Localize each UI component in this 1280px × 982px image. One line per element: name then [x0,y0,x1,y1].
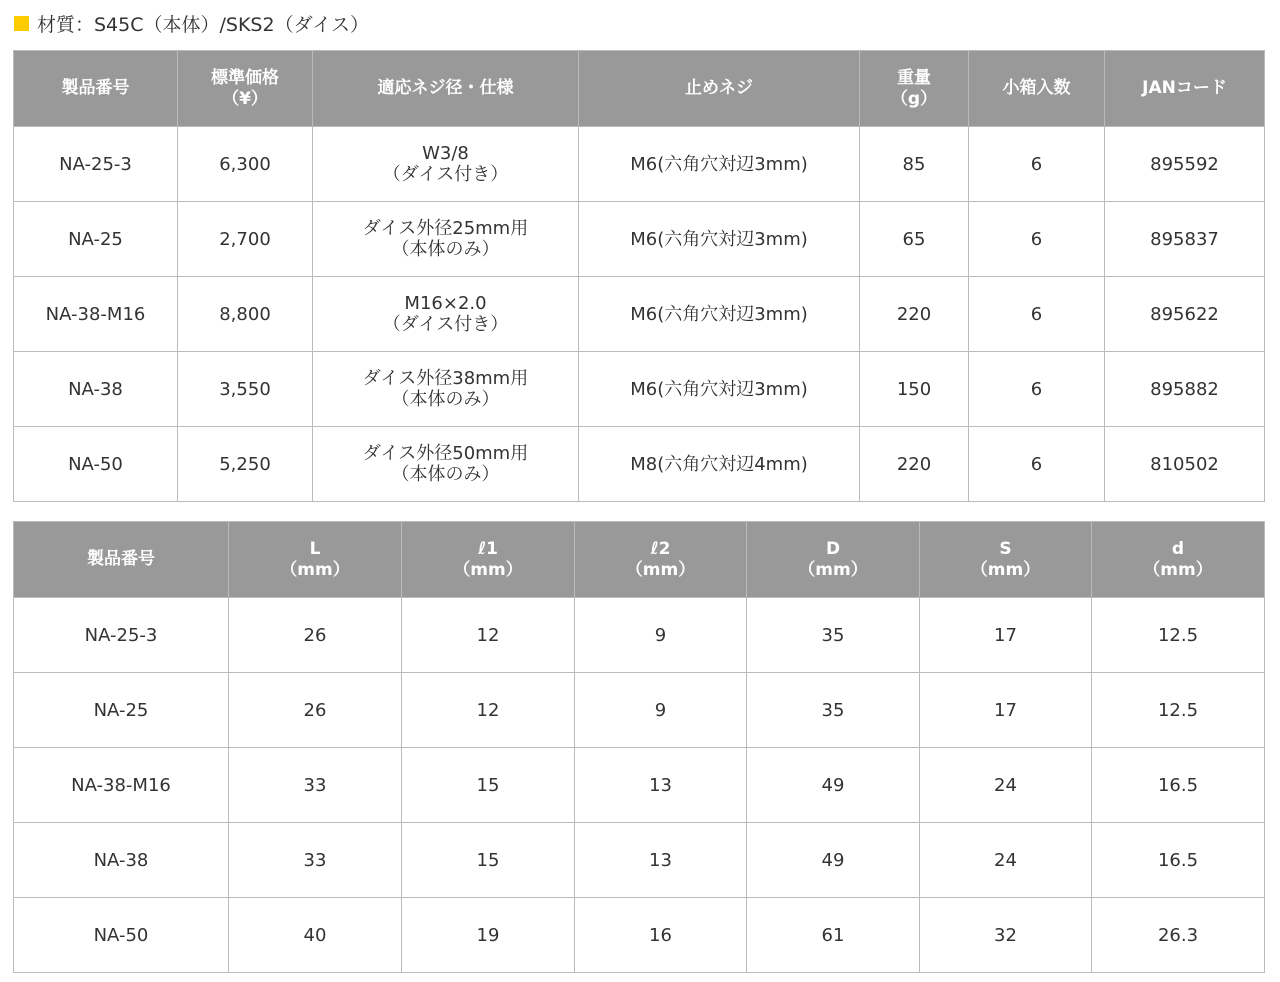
length-l1-cell: 15 [402,823,575,898]
table-row [14,277,1265,352]
header-box-quantity: 小箱入数 [969,51,1105,127]
product-number-cell: NA-38-M16 [14,748,229,823]
length-l-cell: 26 [229,673,402,748]
width-s-cell: 17 [920,673,1092,748]
weight-cell: 220 [860,427,969,502]
length-l-cell: 40 [229,898,402,973]
set-screw-cell: M6(六角穴対辺3mm) [579,127,860,202]
diameter-d-upper-cell: 49 [747,748,920,823]
material-text: 材質：S45C（本体）/SKS2（ダイス） [37,13,370,36]
header-length-l1: ℓ1 （mm） [402,522,575,598]
box-quantity-cell: 6 [969,127,1105,202]
table-header-row [14,522,1265,598]
jan-code-cell: 895837 [1105,202,1265,277]
width-s-cell: 24 [920,823,1092,898]
weight-cell: 85 [860,127,969,202]
header-diameter-d-lower: d （mm） [1092,522,1265,598]
product-spec-table [13,50,1265,502]
length-l1-cell: 12 [402,673,575,748]
product-number-cell: NA-38-M16 [14,277,178,352]
header-weight: 重量 （g） [860,51,969,127]
header-product-number: 製品番号 [14,51,178,127]
width-s-cell: 24 [920,748,1092,823]
length-l-cell: 33 [229,748,402,823]
set-screw-cell: M6(六角穴対辺3mm) [579,202,860,277]
table-header-row [14,51,1265,127]
length-l2-cell: 16 [575,898,747,973]
price-cell: 8,800 [178,277,313,352]
header-length-l2: ℓ2 （mm） [575,522,747,598]
jan-code-cell: 810502 [1105,427,1265,502]
length-l-cell: 33 [229,823,402,898]
price-cell: 2,700 [178,202,313,277]
table-row [14,352,1265,427]
set-screw-cell: M6(六角穴対辺3mm) [579,352,860,427]
jan-code-cell: 895622 [1105,277,1265,352]
diameter-d-lower-cell: 16.5 [1092,823,1265,898]
table-row [14,202,1265,277]
product-number-cell: NA-25-3 [14,598,229,673]
price-cell: 5,250 [178,427,313,502]
weight-cell: 150 [860,352,969,427]
diameter-d-lower-cell: 12.5 [1092,673,1265,748]
product-number-cell: NA-25 [14,202,178,277]
square-bullet-icon [14,16,29,31]
thread-spec-cell: M16×2.0 （ダイス付き） [313,277,579,352]
product-number-cell: NA-25 [14,673,229,748]
header-standard-price: 標準価格 （¥） [178,51,313,127]
product-number-cell: NA-25-3 [14,127,178,202]
product-number-cell: NA-38 [14,352,178,427]
dimension-table [13,521,1265,973]
thread-spec-cell: ダイス外径38mm用 （本体のみ） [313,352,579,427]
diameter-d-lower-cell: 16.5 [1092,748,1265,823]
length-l2-cell: 9 [575,673,747,748]
header-width-s: S （mm） [920,522,1092,598]
product-number-cell: NA-50 [14,427,178,502]
width-s-cell: 32 [920,898,1092,973]
weight-cell: 220 [860,277,969,352]
table-row [14,598,1265,673]
table-row [14,127,1265,202]
diameter-d-upper-cell: 35 [747,598,920,673]
thread-spec-cell: ダイス外径25mm用 （本体のみ） [313,202,579,277]
box-quantity-cell: 6 [969,352,1105,427]
table-row [14,748,1265,823]
material-note [14,8,369,38]
product-number-cell: NA-50 [14,898,229,973]
diameter-d-upper-cell: 35 [747,673,920,748]
table-row [14,898,1265,973]
length-l2-cell: 13 [575,823,747,898]
table-row [14,823,1265,898]
box-quantity-cell: 6 [969,427,1105,502]
length-l1-cell: 19 [402,898,575,973]
diameter-d-lower-cell: 26.3 [1092,898,1265,973]
length-l-cell: 26 [229,598,402,673]
price-cell: 6,300 [178,127,313,202]
diameter-d-upper-cell: 49 [747,823,920,898]
header-set-screw: 止めネジ [579,51,860,127]
jan-code-cell: 895592 [1105,127,1265,202]
jan-code-cell: 895882 [1105,352,1265,427]
diameter-d-upper-cell: 61 [747,898,920,973]
length-l2-cell: 13 [575,748,747,823]
table-row [14,673,1265,748]
header-diameter-d-upper: D （mm） [747,522,920,598]
header-jan-code: JANコード [1105,51,1265,127]
product-number-cell: NA-38 [14,823,229,898]
set-screw-cell: M8(六角穴対辺4mm) [579,427,860,502]
thread-spec-cell: W3/8 （ダイス付き） [313,127,579,202]
set-screw-cell: M6(六角穴対辺3mm) [579,277,860,352]
weight-cell: 65 [860,202,969,277]
thread-spec-cell: ダイス外径50mm用 （本体のみ） [313,427,579,502]
table-row [14,427,1265,502]
diameter-d-lower-cell: 12.5 [1092,598,1265,673]
width-s-cell: 17 [920,598,1092,673]
length-l1-cell: 12 [402,598,575,673]
price-cell: 3,550 [178,352,313,427]
box-quantity-cell: 6 [969,277,1105,352]
length-l2-cell: 9 [575,598,747,673]
header-length-l: L （mm） [229,522,402,598]
header-product-number: 製品番号 [14,522,229,598]
header-thread-spec: 適応ネジ径・仕様 [313,51,579,127]
box-quantity-cell: 6 [969,202,1105,277]
length-l1-cell: 15 [402,748,575,823]
